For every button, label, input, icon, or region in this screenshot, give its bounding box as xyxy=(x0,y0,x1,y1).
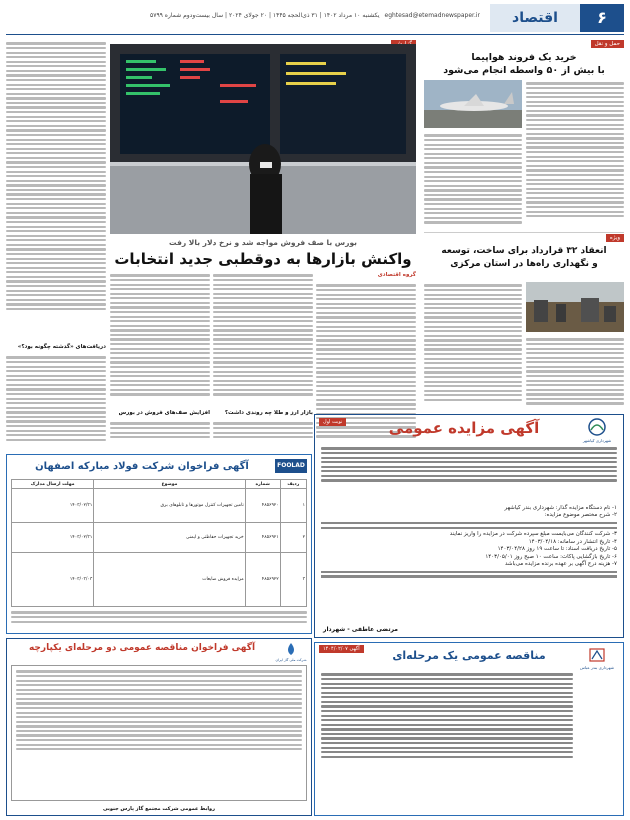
auction-item: ۷- هزینه درج آگهی بر عهده برنده مزایده می‌باشد xyxy=(505,560,617,567)
article-tag: ویژه xyxy=(606,234,624,242)
section-title: اقتصاد xyxy=(490,4,580,32)
steel-table xyxy=(11,479,307,607)
gas-table xyxy=(11,665,307,801)
report-column-2b xyxy=(213,420,313,450)
page-header xyxy=(0,0,630,36)
table-cell: ۱۴۰۳/۰۲/۳۱ xyxy=(12,523,94,553)
airplane-photo xyxy=(424,80,522,128)
stock-board-photo xyxy=(110,44,416,234)
steel-title: آگهی فراخوان شرکت فولاد مبارکه اصفهان xyxy=(35,461,249,472)
auction-item: ۵- تاریخ دریافت اسناد: تا ساعت ۱۹ روز ۱۴۰۳/۰۴/۲۸ xyxy=(497,546,617,553)
auction-item: ۴- تاریخ انتشار در سامانه: ۱۴۰۳/۰۴/۱۸ xyxy=(528,538,617,545)
tender-badge: آگهی ۱۴۰۴/۰۲/۰۷ xyxy=(319,645,364,653)
gas-title: آگهی فراخوان مناقصه عمومی دو مرحله‌ای یکپارچه xyxy=(28,643,256,653)
report-title: واکنش بازارها به دوقطبی جدید انتخابات xyxy=(114,250,412,268)
table-cell: خرید تجهیزات حفاظتی و ایمنی xyxy=(94,523,245,553)
auction-items xyxy=(321,505,617,615)
table-cell: ۱۴۰۳/۰۲/۳۱ xyxy=(12,489,94,523)
main-report xyxy=(6,40,416,450)
tender-ad xyxy=(314,642,624,816)
table-row xyxy=(12,553,307,607)
report-column-2 xyxy=(213,272,313,407)
report-side-column xyxy=(6,40,106,340)
table-cell: ۴۸۵۶۹۲۰ xyxy=(245,489,280,523)
article-body-2 xyxy=(526,336,624,410)
auction-item: ۲- شرح مختصر موضوع مزایده: xyxy=(544,512,617,519)
table-cell: ۴۸۵۶۹۲۲ xyxy=(245,553,280,607)
gas-ad xyxy=(6,638,312,816)
table-cell: ۱ xyxy=(280,489,306,523)
header-email: eghtesad@etemadnewspaper.ir xyxy=(384,12,480,19)
steel-footnote xyxy=(11,609,307,631)
report-heading-fx: بازار ارز و طلا چه روندی داشت؟ xyxy=(224,410,313,416)
auction-badge: نوبت اول xyxy=(319,418,346,426)
report-subtitle: بورس با صف فروش مواجه شد و نرخ دلار بالا رفت xyxy=(169,238,357,247)
table-header: ردیف xyxy=(280,480,306,489)
gas-logo xyxy=(275,642,307,662)
auction-intro xyxy=(321,445,617,501)
header-date: یکشنبه ۱۰ مرداد ۱۴۰۲ | ۳۱ ذی‌الحجه ۱۴۴۵ | ۲۰ جولای ۲۰۲۴ | سال بیست‌ودوم شماره ۵۷۹۹ xyxy=(150,12,380,19)
steel-logo: FOOLAD xyxy=(275,459,307,473)
article-title-2: با بیش از ۵۰ واسطه انجام می‌شود xyxy=(443,65,605,76)
article-title-2: و نگهداری راه‌ها در استان مرکزی xyxy=(450,259,598,269)
table-row xyxy=(12,489,307,523)
table-cell: ۴۸۵۶۹۲۱ xyxy=(245,523,280,553)
table-header: شماره xyxy=(245,480,280,489)
article-projects xyxy=(424,232,624,410)
article-title: انعقاد ۳۲ قرارداد برای ساخت، توسعه xyxy=(441,246,607,256)
tender-title: مناقصه عمومی یک مرحله‌ای xyxy=(392,649,546,662)
gas-org: شرکت ملی گاز ایران xyxy=(275,658,307,662)
table-header: مهلت ارسال مدارک xyxy=(12,480,94,489)
road-construction-photo xyxy=(526,282,624,332)
article-body xyxy=(424,282,522,410)
article-planes xyxy=(424,40,624,230)
report-column-3b xyxy=(110,420,210,450)
tender-body xyxy=(321,671,573,811)
article-body xyxy=(526,80,624,230)
auction-item: ۳- شرکت کنندگان می‌بایست مبلغ سپرده شرکت در مزایده را واریز نمایند xyxy=(449,531,617,538)
table-header-row xyxy=(12,480,307,489)
auction-signature: مرتضی عاطفی - شهردار xyxy=(323,626,399,633)
table-cell: ۳ xyxy=(280,553,306,607)
tender-logo xyxy=(577,647,617,673)
article-title: خرید یک فروند هواپیما xyxy=(471,52,577,63)
auction-org: شهرداری کیاشهر xyxy=(582,438,612,443)
auction-ad xyxy=(314,414,624,638)
report-side-column-2 xyxy=(6,354,106,450)
municipality-logo xyxy=(577,418,617,444)
report-side-heading: دریافت‌های «گذشته چگونه بود؟» xyxy=(17,344,106,350)
steel-ad xyxy=(6,454,312,634)
report-byline: گروه اقتصادی xyxy=(377,272,416,278)
table-row xyxy=(12,523,307,553)
table-cell: تامین تجهیزات کنترل موتورها و تابلوهای برق xyxy=(94,489,245,523)
report-heading-bourse: افزایش صف‌های فروش در بورس xyxy=(118,410,210,416)
table-header: موضوع xyxy=(94,480,245,489)
auction-title: آگهی مزایده عمومی xyxy=(388,419,540,437)
report-column-3 xyxy=(110,272,210,407)
page-number: ۶ xyxy=(580,4,624,32)
gas-footer: روابط عمومی شرکت مجتمع گاز پارس جنوبی xyxy=(102,806,216,812)
auction-item: ۱- نام دستگاه مزایده گذار: شهرداری بندر کیاشهر xyxy=(504,505,617,511)
table-cell: مزایده فروش ضایعات xyxy=(94,553,245,607)
table-cell: ۲ xyxy=(280,523,306,553)
tender-org: شهرداری بندر عباس xyxy=(580,665,614,670)
article-body-2 xyxy=(424,132,522,230)
article-tag: حمل و نقل xyxy=(591,40,624,48)
header-rule xyxy=(6,34,624,35)
auction-item: ۶- تاریخ بازگشایی پاکات: ساعت ۱۰ صبح روز ۱۴۰۳/۰۵/۰۱ xyxy=(485,553,617,560)
table-cell: ۱۴۰۳/۰۳/۰۳ xyxy=(12,553,94,607)
